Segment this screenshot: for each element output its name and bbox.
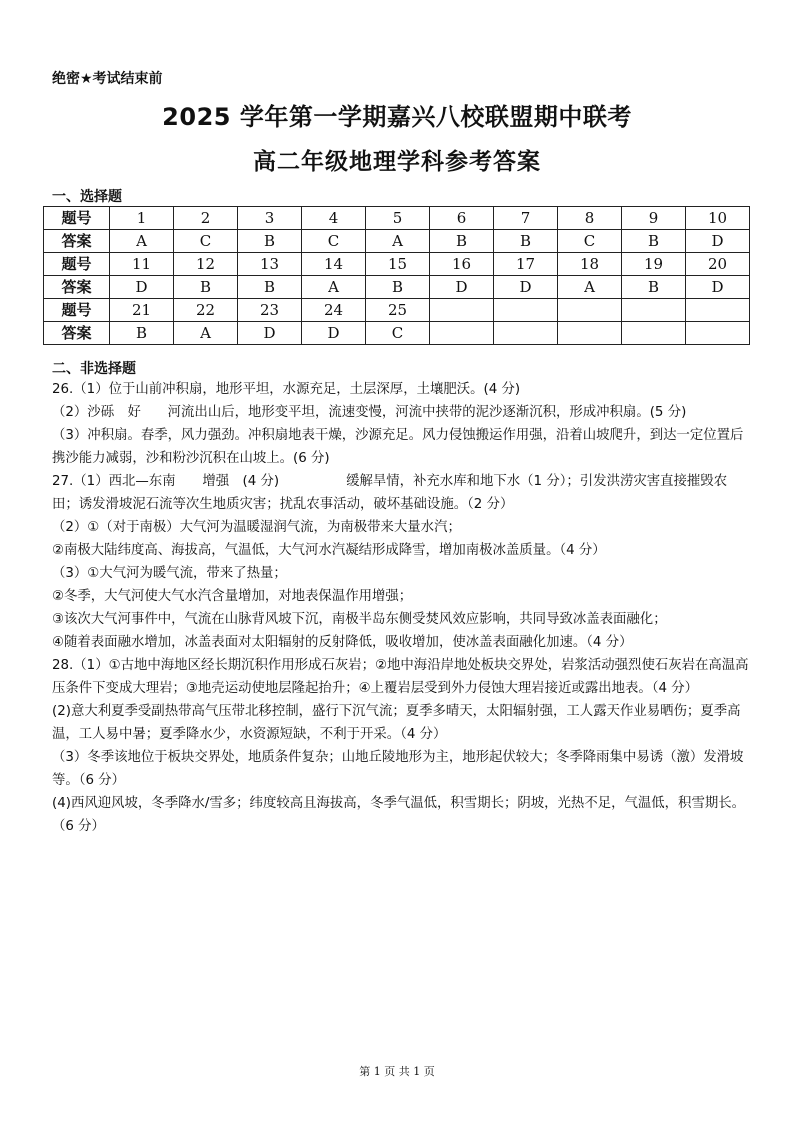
question-number-cell: 9: [622, 207, 686, 230]
answer-line: （2）沙砾 好 河流出山后，地形变平坦，流速变慢，河流中挟带的泥沙逐渐沉积，形成冲积扇。(5 分): [52, 405, 687, 420]
answer-table: [43, 206, 750, 345]
question-number-cell: 4: [302, 207, 366, 230]
confidential-label: 绝密★考试结束前: [52, 71, 163, 87]
question-number-cell: 19: [622, 253, 686, 276]
question-number-cell: [430, 299, 494, 322]
answer-cell: C: [174, 230, 238, 253]
question-number-row-label: 题号: [44, 207, 110, 230]
answer-row: [44, 230, 750, 253]
question-number-cell: 17: [494, 253, 558, 276]
answer-line: （3）冲积扇。春季，风力强劲。冲积扇地表干燥，沙源充足。风力侵蚀搬运作用强，沿着山坡爬升，到达一定位置后携沙能力减弱，沙和粉沙沉积在山坡上。(6 分): [52, 428, 744, 466]
question-number-cell: 15: [366, 253, 430, 276]
answer-line: ②南极大陆纬度高、海拔高，气温低，大气河水汽凝结形成降雪，增加南极冰盖质量。（4 分）: [52, 543, 606, 558]
answer-cell: B: [622, 276, 686, 299]
answer-row-label: 答案: [44, 322, 110, 345]
question-number-cell: 22: [174, 299, 238, 322]
question-number-cell: [686, 299, 750, 322]
answer-line: （3）冬季该地位于板块交界处，地质条件复杂；山地丘陵地形为主，地形起伏较大；冬季降雨集中易诱（激）发滑坡等。（6 分）: [52, 750, 744, 788]
answer-content: [52, 378, 752, 838]
question-number-cell: [622, 299, 686, 322]
answer-cell: C: [558, 230, 622, 253]
answer-cell: D: [686, 230, 750, 253]
answer-row: [44, 276, 750, 299]
answer-cell: [494, 322, 558, 345]
answer-line: 26.（1）位于山前冲积扇，地形平坦，水源充足，土层深厚，土壤肥沃。(4 分): [52, 382, 521, 397]
answer-cell: A: [366, 230, 430, 253]
question-number-cell: 11: [110, 253, 174, 276]
answer-cell: [686, 322, 750, 345]
answer-cell: B: [494, 230, 558, 253]
question-number-cell: 3: [238, 207, 302, 230]
answer-cell: D: [686, 276, 750, 299]
question-number-cell: 24: [302, 299, 366, 322]
answer-cell: B: [174, 276, 238, 299]
question-number-row: [44, 253, 750, 276]
answer-cell: C: [366, 322, 430, 345]
question-number-cell: 6: [430, 207, 494, 230]
answer-cell: D: [494, 276, 558, 299]
question-number-cell: 7: [494, 207, 558, 230]
answer-cell: B: [430, 230, 494, 253]
answer-cell: [430, 322, 494, 345]
question-number-row-label: 题号: [44, 299, 110, 322]
question-number-cell: 23: [238, 299, 302, 322]
answer-cell: B: [238, 230, 302, 253]
question-number-cell: 8: [558, 207, 622, 230]
answer-cell: [622, 322, 686, 345]
question-number-row-label: 题号: [44, 253, 110, 276]
answer-line: ②冬季，大气河使大气水汽含量增加，对地表保温作用增强；: [52, 589, 413, 604]
answer-cell: A: [174, 322, 238, 345]
answer-row-label: 答案: [44, 276, 110, 299]
question-number-row: [44, 207, 750, 230]
question-number-cell: 12: [174, 253, 238, 276]
answer-cell: D: [110, 276, 174, 299]
question-number-cell: 25: [366, 299, 430, 322]
answer-cell: B: [110, 322, 174, 345]
question-number-cell: 21: [110, 299, 174, 322]
question-number-cell: 16: [430, 253, 494, 276]
answer-cell: [558, 322, 622, 345]
answer-cell: B: [366, 276, 430, 299]
question-number-cell: 14: [302, 253, 366, 276]
answer-line: （2）①（对于南极）大气河为温暖湿润气流，为南极带来大量水汽；: [52, 520, 461, 535]
answer-cell: C: [302, 230, 366, 253]
answer-line: (2)意大利夏季受副热带高气压带北移控制，盛行下沉气流；夏季多晴天，太阳辐射强，工人露天作业易晒伤；夏季高温，工人易中暑；夏季降水少，水资源短缺，不利于开采。（4 分）: [52, 704, 741, 742]
answer-line: （3）①大气河为暖气流，带来了热量；: [52, 566, 287, 581]
answer-line: (4)西风迎风坡，冬季降水/雪多；纬度较高且海拔高，冬季气温低，积雪期长；阴坡，光热不足，气温低，积雪期长。（6 分）: [52, 796, 746, 834]
question-number-cell: [558, 299, 622, 322]
question-number-cell: 10: [686, 207, 750, 230]
answer-cell: D: [302, 322, 366, 345]
answer-cell: A: [110, 230, 174, 253]
answer-row: [44, 322, 750, 345]
answer-line: ④随着表面融水增加，冰盖表面对太阳辐射的反射降低，吸收增加，使冰盖表面融化加速。（4 分）: [52, 635, 633, 650]
question-number-cell: 5: [366, 207, 430, 230]
answer-line: 28.（1）①古地中海地区经长期沉积作用形成石灰岩；②地中海沿岸地处板块交界处，岩浆活动强烈使石灰岩在高温高压条件下变成大理岩；③地壳运动使地层隆起抬升；④上覆岩层受到外力侵蚀大理岩接近或露出地表。（4 分）: [52, 658, 749, 696]
page-footer: 第 1 页 共 1 页: [359, 1065, 435, 1078]
answer-cell: B: [622, 230, 686, 253]
question-number-cell: [494, 299, 558, 322]
section-heading-non-choice: 二、非选择题: [52, 361, 136, 377]
answer-line: ③该次大气河事件中，气流在山脉背风坡下沉，南极半岛东侧受焚风效应影响，共同导致冰盖表面融化；: [52, 612, 667, 627]
question-number-cell: 20: [686, 253, 750, 276]
answer-key-subtitle: 高二年级地理学科参考答案: [253, 149, 541, 175]
question-number-cell: 18: [558, 253, 622, 276]
answer-line: 27.（1）西北—东南 增强 (4 分) 缓解旱情，补充水库和地下水（1 分）；引发洪涝灾害直接摧毁农田；诱发滑坡泥石流等次生地质灾害；扰乱农事活动，破坏基础设施。（2 分）: [52, 474, 728, 512]
answer-row-label: 答案: [44, 230, 110, 253]
answer-cell: A: [558, 276, 622, 299]
answer-cell: A: [302, 276, 366, 299]
question-number-cell: 1: [110, 207, 174, 230]
question-number-cell: 2: [174, 207, 238, 230]
section-heading-multiple-choice: 一、选择题: [52, 189, 122, 205]
question-number-row: [44, 299, 750, 322]
answer-cell: B: [238, 276, 302, 299]
question-number-cell: 13: [238, 253, 302, 276]
answer-cell: D: [238, 322, 302, 345]
exam-title: 2025 学年第一学期嘉兴八校联盟期中联考: [162, 103, 632, 131]
answer-cell: D: [430, 276, 494, 299]
